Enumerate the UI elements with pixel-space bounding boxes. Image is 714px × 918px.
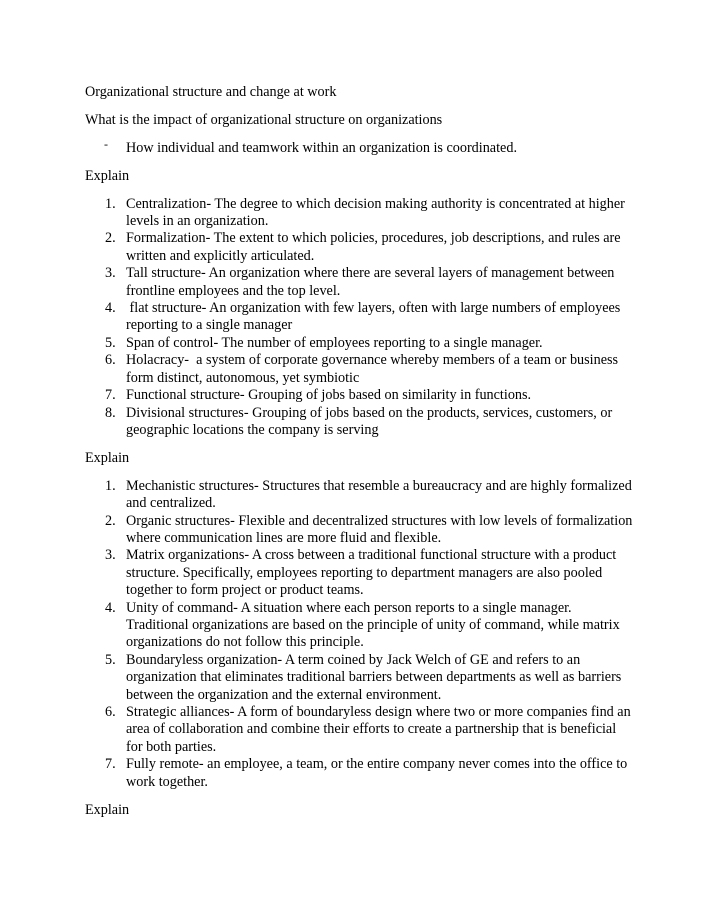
list-item-text: Unity of command- A situation where each person reports to a single manager. Traditional organizations are based on the principle of unity of command, while matrix organizations do not follow this principle. bbox=[126, 599, 620, 651]
document-title: Organizational structure and change at work bbox=[85, 84, 337, 100]
list-item bbox=[85, 405, 633, 440]
section-heading: Explain bbox=[85, 167, 130, 184]
list-item-text: Fully remote- an employee, a team, or the entire company never comes into the office to work together. bbox=[126, 756, 628, 790]
list-number: 1. bbox=[105, 195, 116, 212]
bullet-list bbox=[85, 136, 633, 157]
definition-list-structure bbox=[85, 196, 633, 440]
list-item-text: flat structure- An organization with few layers, often with large numbers of employees reporting to a single manager bbox=[126, 300, 624, 334]
list-item bbox=[85, 196, 633, 231]
list-item-text: Tall structure- An organization where there are several layers of management between frontline employees and the top level. bbox=[126, 265, 615, 299]
list-number: 6. bbox=[105, 352, 116, 369]
list-item-text: Mechanistic structures- Structures that resemble a bureaucracy and are highly formalized and centralized. bbox=[126, 477, 632, 512]
list-number: 2. bbox=[105, 230, 116, 247]
bullet-item bbox=[85, 136, 633, 157]
list-item-text: Organic structures- Flexible and decentralized structures with low levels of formalization where communication lines are more fluid and flexible. bbox=[126, 512, 633, 546]
list-number: 1. bbox=[105, 477, 116, 494]
list-item-text: Formalization- The extent to which policies, procedures, job descriptions, and rules are written and explicitly articulated. bbox=[126, 230, 621, 264]
section-heading: Explain bbox=[85, 449, 130, 466]
list-number: 3. bbox=[105, 547, 116, 564]
list-number: 4. bbox=[105, 300, 116, 317]
list-number: 5. bbox=[105, 651, 116, 668]
list-item bbox=[85, 352, 633, 387]
document-body bbox=[85, 84, 633, 829]
question-text: What is the impact of organizational structure on organizations bbox=[85, 111, 443, 128]
list-number: 3. bbox=[105, 265, 116, 282]
list-item-text: Boundaryless organization- A term coined by Jack Welch of GE and refers to an organization that eliminates traditional barriers between departments as well as barriers between the organization and the external environment. bbox=[126, 651, 622, 703]
list-item bbox=[85, 230, 633, 265]
bullet-marker: - bbox=[104, 136, 108, 151]
list-number: 7. bbox=[105, 756, 116, 773]
list-item bbox=[85, 513, 633, 548]
list-number: 8. bbox=[105, 404, 116, 421]
list-item bbox=[85, 600, 633, 652]
list-item bbox=[85, 300, 633, 335]
closing-heading: Explain bbox=[85, 801, 130, 818]
list-number: 6. bbox=[105, 704, 116, 720]
list-item bbox=[85, 265, 633, 300]
list-item-text: Divisional structures- Grouping of jobs based on the products, services, customers, or geographic locations the company is serving bbox=[126, 404, 613, 438]
list-item-text: Matrix organizations- A cross between a traditional functional structure with a product structure. Specifically, employees reporting to department managers are also pooled together to form project or product teams. bbox=[126, 547, 617, 599]
list-item-text: Holacracy- a system of corporate governance whereby members of a team or business form distinct, autonomous, yet symbiotic bbox=[126, 352, 622, 386]
list-item bbox=[85, 547, 633, 599]
list-item-text: Centralization- The degree to which decision making authority is concentrated at higher levels in an organization. bbox=[126, 195, 625, 230]
list-item-text: Span of control- The number of employees reporting to a single manager. bbox=[126, 334, 543, 351]
bullet-text: How individual and teamwork within an organization is coordinated. bbox=[126, 139, 517, 156]
list-item bbox=[85, 387, 633, 404]
list-item bbox=[85, 704, 633, 756]
list-number: 5. bbox=[105, 334, 116, 351]
list-item-text: Strategic alliances- A form of boundaryless design where two or more companies find an area of collaboration and combine their efforts to create a partnership that is beneficial for both parties. bbox=[126, 704, 631, 755]
list-item bbox=[85, 478, 633, 513]
list-item bbox=[85, 335, 633, 352]
list-number: 4. bbox=[105, 599, 116, 616]
list-item-text: Functional structure- Grouping of jobs based on similarity in functions. bbox=[126, 387, 532, 404]
list-number: 2. bbox=[105, 512, 116, 529]
list-number: 7. bbox=[105, 387, 116, 404]
list-item bbox=[85, 756, 633, 791]
definition-list-design bbox=[85, 478, 633, 791]
list-item bbox=[85, 652, 633, 704]
